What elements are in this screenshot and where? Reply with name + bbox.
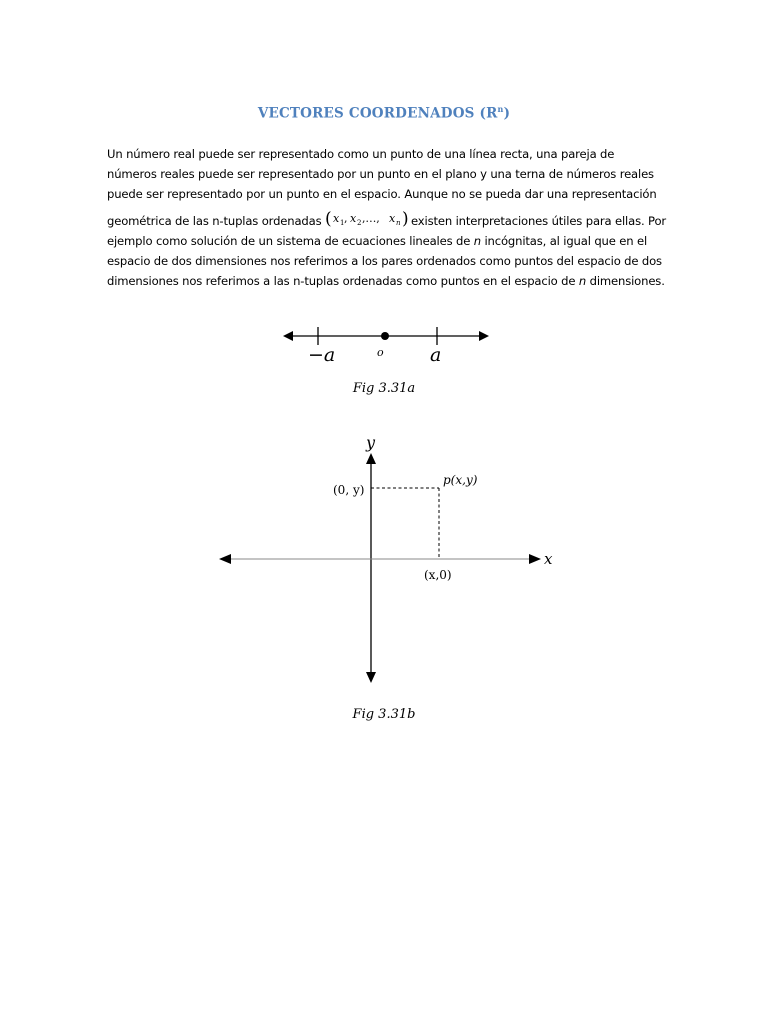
line7-italic-n: n	[578, 274, 587, 289]
line4-text-before: geométrica de las n-tuplas ordenadas	[107, 213, 326, 228]
arrow-right-icon	[479, 331, 489, 341]
label-zero: o	[377, 346, 384, 359]
line7-text-before: dimensiones nos referimos a las n-tuplas ordenadas como puntos en el espacio de	[107, 274, 579, 289]
title-superscript: n	[497, 104, 504, 114]
line4-text-after: existen interpretaciones útiles para ellas. Por	[411, 213, 667, 228]
tuple-sub2: 2	[357, 218, 362, 227]
figure-a-caption: Fig 3.31a	[352, 381, 416, 396]
paragraph-line-1: Un número real puede ser representado como un punto de una línea recta, una pareja de	[107, 147, 615, 161]
line5-text-after: incógnitas, al igual que en el	[480, 233, 648, 248]
arrow-left-icon	[283, 331, 293, 341]
tuple-x1: x	[333, 211, 340, 225]
line5-italic-n: n	[473, 233, 481, 248]
cartesian-plane	[219, 453, 541, 683]
tuple-open-paren: (	[325, 208, 332, 229]
label-a: a	[430, 344, 442, 366]
line5-text-before: ejemplo como solución de un sistema de ecuaciones lineales de	[107, 233, 474, 248]
paragraph-line-2: números reales puede ser representado por un punto en el plano y una terna de números reales	[107, 167, 654, 182]
arrow-down-icon	[366, 672, 376, 683]
label-y-axis: y	[366, 433, 376, 452]
tuple-comma-1: ,	[344, 211, 348, 225]
tuple-subn: n	[396, 218, 401, 227]
tuple-xn: x	[389, 211, 396, 225]
label-x-axis: x	[544, 550, 553, 568]
label-point-p: p(x,y)	[443, 473, 478, 487]
title-text: VECTORES COORDENADOS (R	[257, 105, 498, 122]
line7-text-after: dimensiones.	[586, 274, 665, 289]
arrow-right-icon	[529, 554, 541, 564]
tuple-close-paren: )	[402, 208, 409, 229]
number-line	[283, 327, 489, 345]
tuple-dots: ,…,	[362, 211, 380, 225]
label-x-projection: (x,0)	[424, 568, 452, 582]
title-close: )	[503, 105, 511, 122]
label-y-projection: (0, y)	[333, 483, 365, 497]
arrow-left-icon	[219, 554, 231, 564]
figure-b-caption: Fig 3.31b	[352, 707, 416, 722]
origin-dot	[381, 332, 389, 340]
arrow-up-icon	[366, 453, 376, 464]
paragraph-line-6: espacio de dos dimensiones nos referimos a los pares ordenados como puntos del espacio de dos	[107, 254, 662, 269]
paragraph-line-3: puede ser representado por un punto en el espacio. Aunque no se pueda dar una representación	[107, 187, 657, 202]
tuple-sub1: 1	[340, 218, 345, 227]
label-neg-a: −a	[308, 344, 336, 366]
tuple-x2: x	[350, 211, 357, 225]
